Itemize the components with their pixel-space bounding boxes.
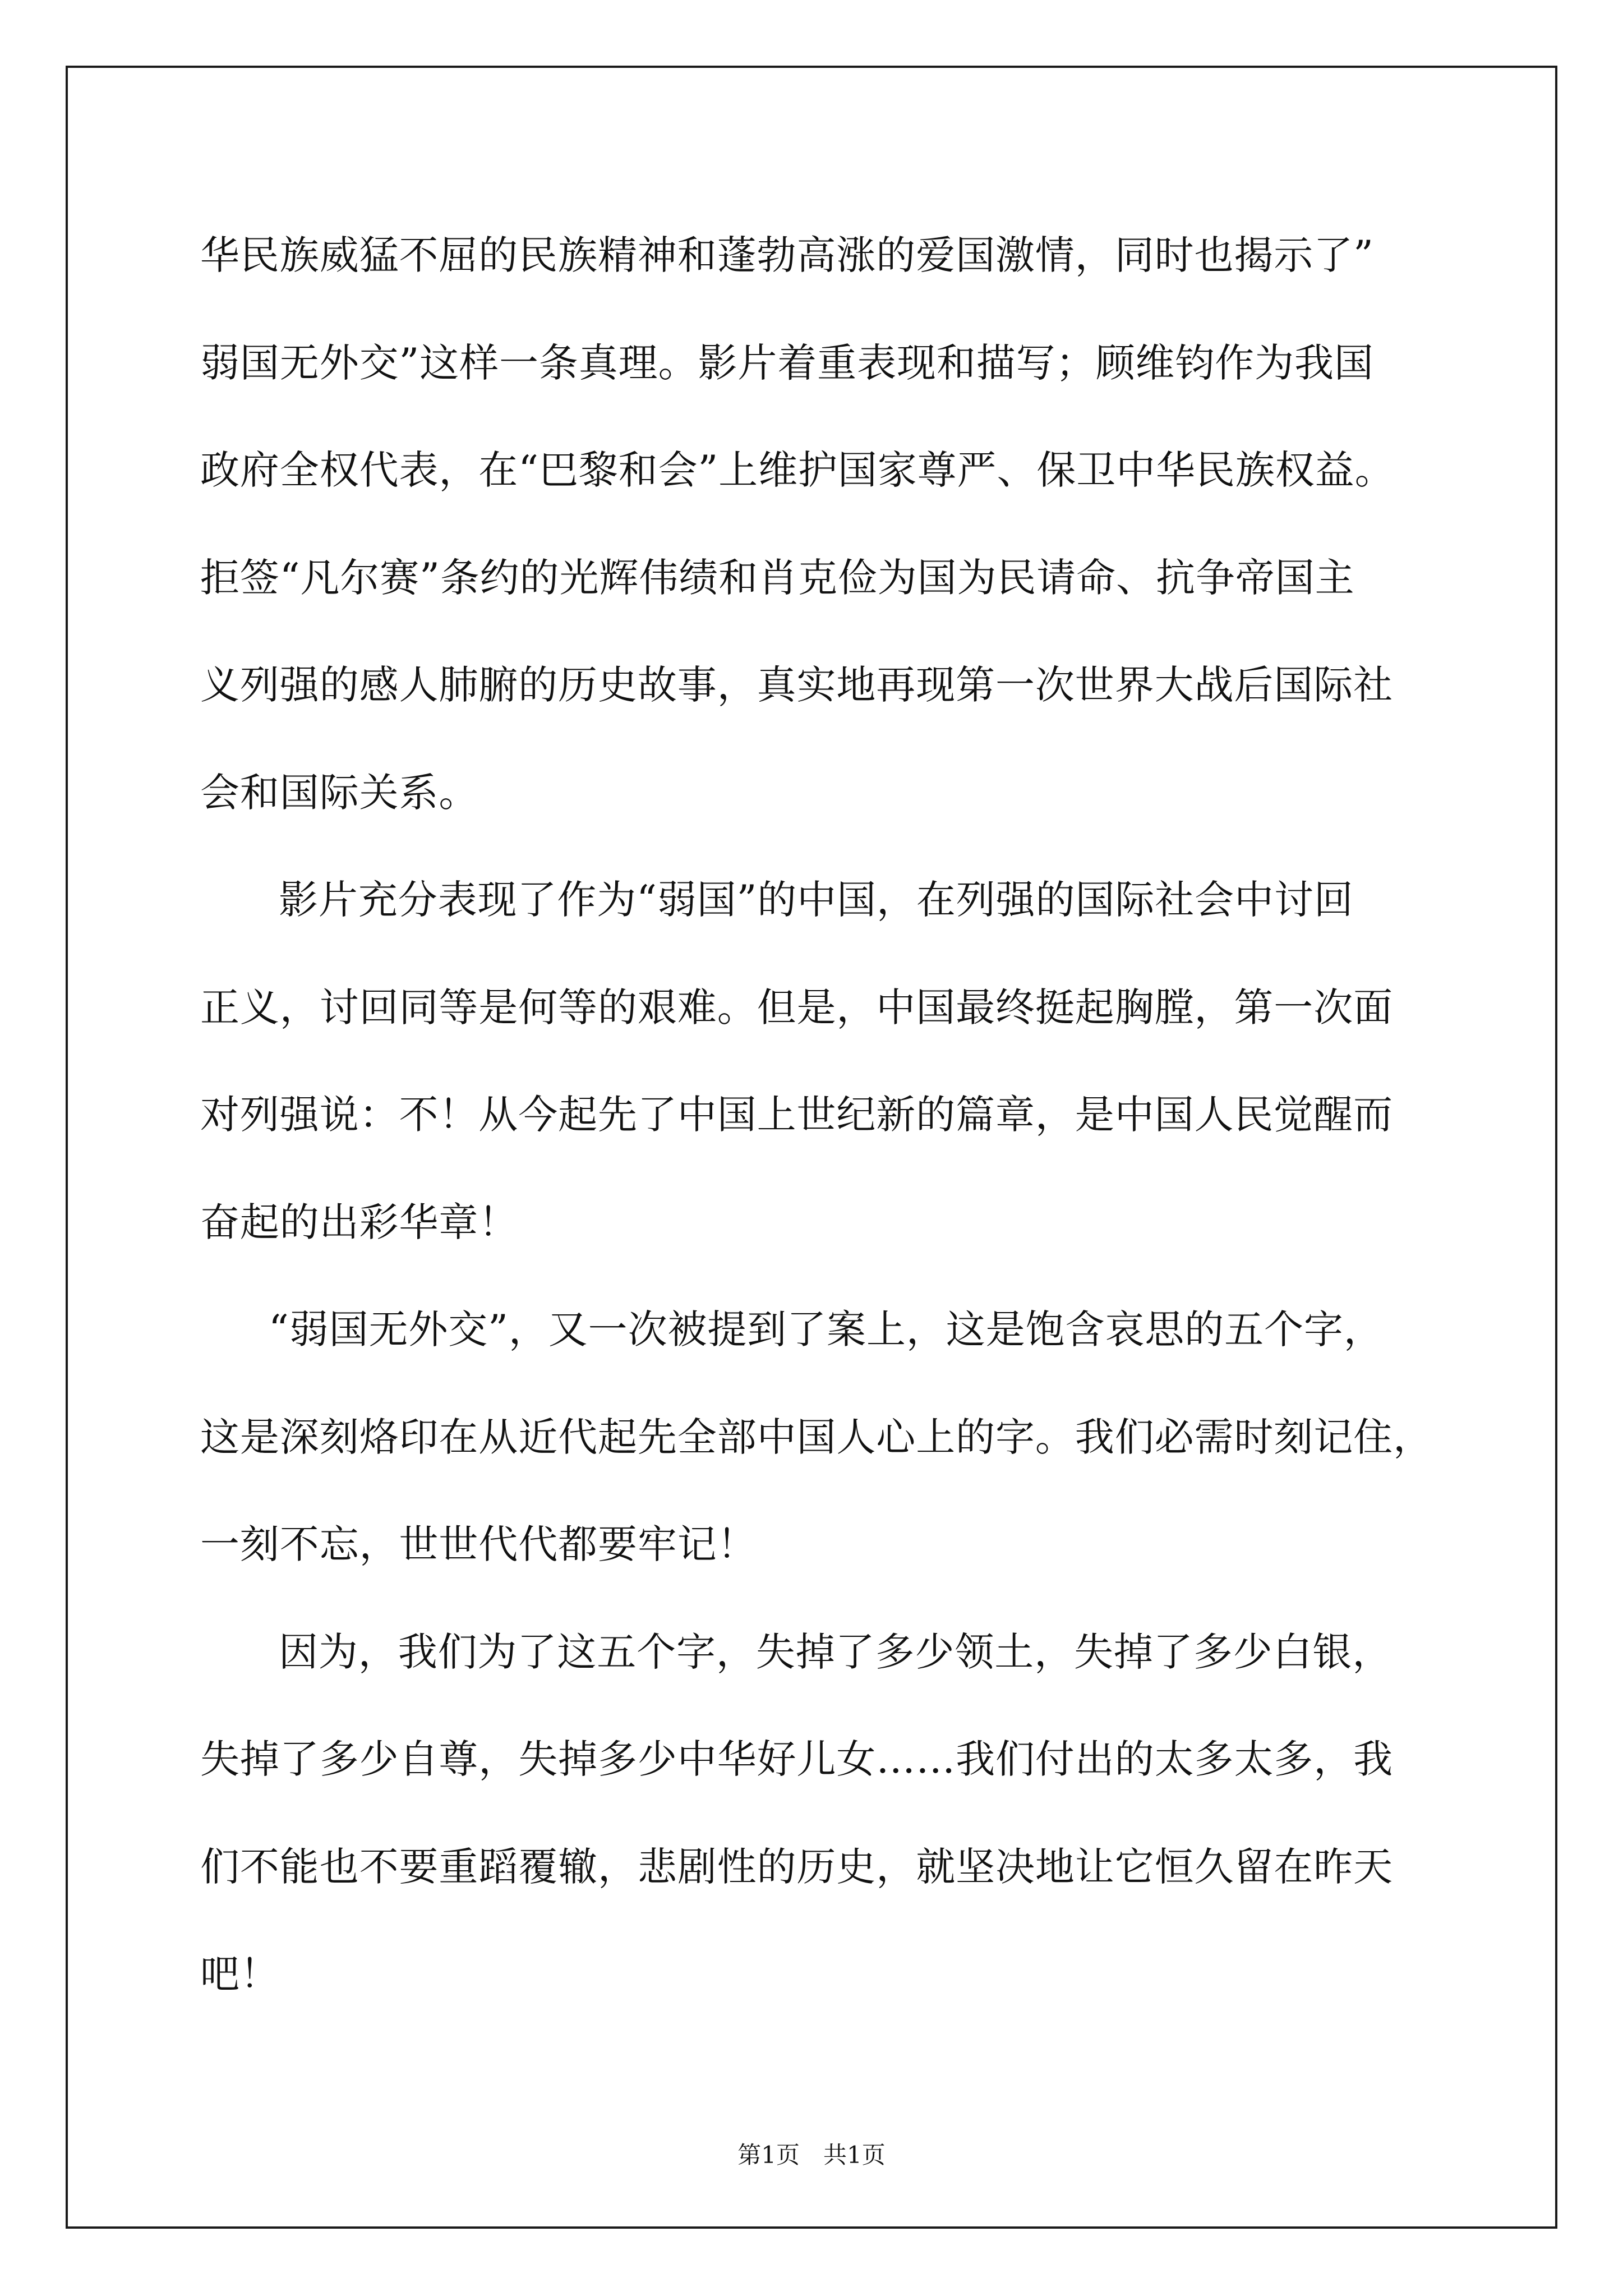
paragraph-1	[200, 202, 1434, 846]
text-line: 义列强的感人肺腑的历史故事，真实地再现第一次世界大战后国际社	[200, 662, 1393, 708]
text-line: 拒签“凡尔赛”条约的光辉伟绩和肖克俭为国为民请命、抗争帝国主	[200, 554, 1355, 601]
text-line: 们不能也不要重蹈覆辙，悲剧性的历史，就坚决地让它恒久留在昨天	[200, 1843, 1393, 1890]
paragraph-2	[200, 846, 1434, 1276]
text-line: 吧！	[200, 1951, 280, 1997]
page-number: 第1页 共1页	[737, 2141, 886, 2169]
paragraph-4	[200, 1599, 1434, 2028]
text-line: 正义，讨回同等是何等的艰难。但是，中国最终挺起胸膛，第一次面	[200, 984, 1393, 1030]
text-line: 政府全权代表，在“巴黎和会”上维护国家尊严、保卫中华民族权益。	[200, 447, 1395, 493]
text-line: 奋起的出彩华章！	[200, 1199, 519, 1245]
text-line: 一刻不忘，世世代代都要牢记！	[200, 1521, 757, 1567]
document-body	[200, 202, 1434, 2028]
paragraph-3	[200, 1276, 1434, 1599]
text-line: 失掉了多少自尊，失掉多少中华好儿女……我们付出的太多太多，我	[200, 1736, 1393, 1782]
text-line: 对列强说：不！从今起先了中国上世纪新的篇章，是中国人民觉醒而	[200, 1092, 1393, 1138]
text-line: “弱国无外交”，又一次被提到了案上，这是饱含哀思的五个字，	[269, 1306, 1384, 1352]
text-line: 会和国际关系。	[200, 769, 479, 816]
text-line: 弱国无外交”这样一条真理。影片着重表现和描写；顾维钧作为我国	[200, 339, 1374, 386]
text-line: 影片充分表现了作为“弱国”的中国，在列强的国际社会中讨回	[279, 877, 1354, 923]
text-line: 这是深刻烙印在从近代起先全部中国人心上的字。我们必需时刻记住，	[200, 1414, 1433, 1460]
text-line: 华民族威猛不屈的民族精神和蓬勃高涨的爱国激情，同时也揭示了”	[200, 232, 1374, 278]
text-line: 因为，我们为了这五个字，失掉了多少领土，失掉了多少白银，	[279, 1628, 1393, 1675]
